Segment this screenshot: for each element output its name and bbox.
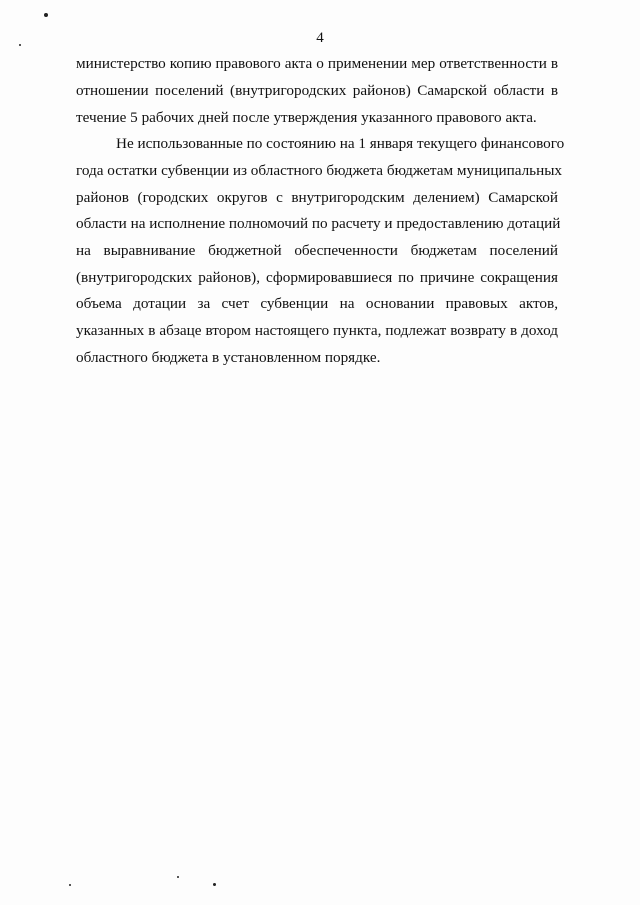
- text-line: министерство копию правового акта о применении мер ответственности в: [76, 55, 558, 72]
- text-line: районов (городских округов с внутригородским делением) Самарской: [76, 189, 558, 206]
- text-line: (внутригородских районов), сформировавшиеся по причине сокращения: [76, 269, 558, 286]
- scan-speck: [69, 884, 71, 886]
- text-line: на выравнивание бюджетной обеспеченности бюджетам поселений: [76, 242, 558, 259]
- scan-speck: [177, 876, 179, 878]
- scan-speck: [44, 13, 48, 17]
- text-line: течение 5 рабочих дней после утверждения указанного правового акта.: [76, 109, 537, 126]
- page-number: 4: [316, 30, 324, 46]
- text-line: указанных в абзаце втором настоящего пункта, подлежат возврату в доход: [76, 322, 558, 339]
- text-line: объема дотации за счет субвенции на основании правовых актов,: [76, 295, 558, 312]
- text-line: области на исполнение полномочий по расчету и предоставлению дотаций: [76, 215, 561, 232]
- text-line: года остатки субвенции из областного бюджета бюджетам муниципальных: [76, 162, 563, 179]
- text-line: областного бюджета в установленном порядке.: [76, 349, 381, 366]
- scan-speck: [213, 883, 216, 886]
- text-line: отношении поселений (внутригородских районов) Самарской области в: [76, 82, 558, 99]
- text-line: Не использованные по состоянию на 1 января текущего финансового: [116, 135, 565, 152]
